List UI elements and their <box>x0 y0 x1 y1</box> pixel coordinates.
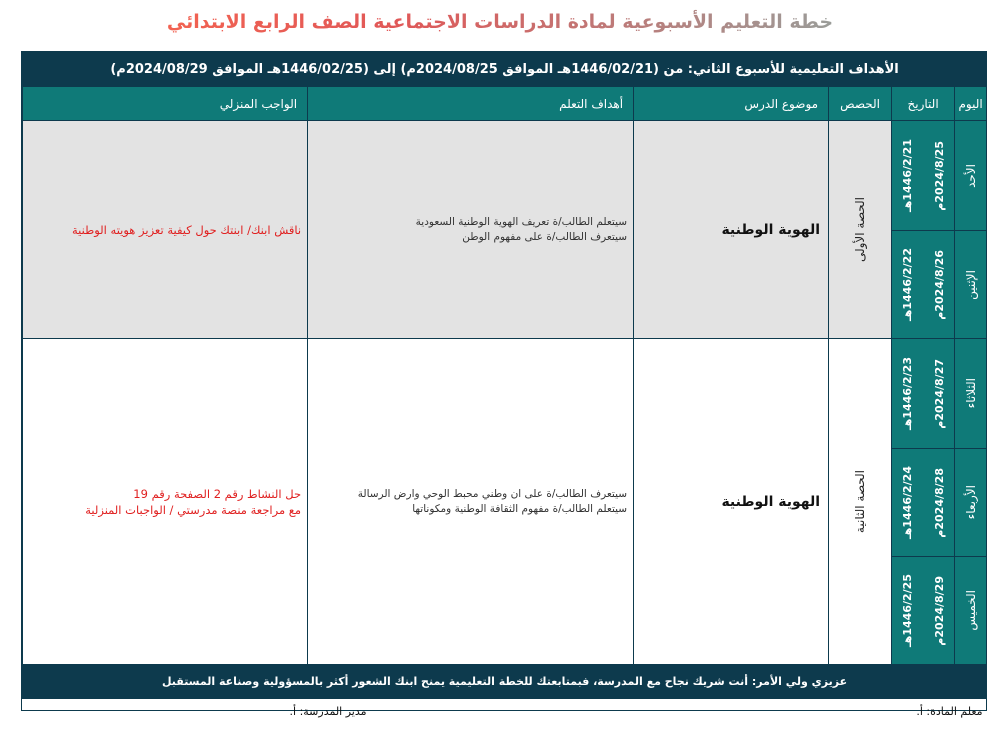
date-cell <box>892 339 955 449</box>
homework-line: مع مراجعة منصة مدرستي / الواجبات المنزلية <box>85 502 302 517</box>
gregorian-date: 2024/8/29م <box>932 575 946 646</box>
hijri-date: 1446/2/23هـ <box>900 356 914 430</box>
day-cell <box>955 449 987 557</box>
header-period: الحصص <box>829 87 892 121</box>
objective-line: سيتعرف الطالب/ة على ان وطني محبط الوحي وارض الرسالة <box>357 487 628 500</box>
day-label: الأحد <box>963 163 978 188</box>
topic-cell: الهوية الوطنية <box>634 339 829 665</box>
day-label: الخميس <box>963 590 978 631</box>
principal-signature: مدير المدرسة: أ. <box>289 705 367 719</box>
gregorian-date: 2024/8/25م <box>932 140 946 211</box>
header-topic: موضوع الدرس <box>634 87 829 121</box>
date-cell <box>892 557 955 665</box>
hijri-date: 1446/2/21هـ <box>900 138 914 212</box>
objective-line: سيتعلم الطالب/ة تعريف الهوية الوطنية السعودية <box>415 215 628 228</box>
hijri-date: 1446/2/25هـ <box>900 573 914 647</box>
table-header-row <box>23 87 987 121</box>
table-row <box>23 121 987 231</box>
period-cell <box>829 121 892 339</box>
week-banner: الأهداف التعليمية للأسبوع الثاني: من (1446/02/21هـ الموافق 2024/08/25م) إلى (1446/02/25هـ الموافق 2024/08/29م) <box>23 53 987 87</box>
objectives-cell <box>308 121 634 339</box>
weekly-plan-table <box>21 51 987 719</box>
hijri-date: 1446/2/22هـ <box>900 247 914 321</box>
homework-line: ناقش ابنك/ ابنتك حول كيفية تعزيز هويته الوطنية <box>71 222 302 237</box>
date-cell <box>892 231 955 339</box>
homework-line: حل النشاط رقم 2 الصفحة رقم 19 <box>133 486 302 501</box>
homework-cell <box>23 339 308 665</box>
date-cell <box>892 449 955 557</box>
day-cell <box>955 121 987 231</box>
day-label: الثلاثاء <box>963 378 978 409</box>
gregorian-date: 2024/8/26م <box>932 249 946 320</box>
objective-line: سيتعرف الطالب/ة على مفهوم الوطن <box>462 230 628 243</box>
signature-row <box>23 699 987 725</box>
page-title: خطة التعليم الأسبوعية لمادة الدراسات الاجتماعية الصف الرابع الابتدائي <box>0 8 1000 36</box>
period-label: الحصة الأولى <box>853 196 868 263</box>
topic-cell: الهوية الوطنية <box>634 121 829 339</box>
header-homework: الواجب المنزلي <box>23 87 308 121</box>
period-cell <box>829 339 892 665</box>
table-row <box>23 339 987 449</box>
homework-cell <box>23 121 308 339</box>
objective-line: سيتعلم الطالب/ة مفهوم الثقافة الوطنية ومكوناتها <box>412 502 628 515</box>
teacher-signature: معلم المادة: أ. <box>916 705 983 719</box>
day-label: الإثنين <box>963 269 978 300</box>
period-label: الحصة الثانية <box>853 469 868 534</box>
parent-note-footer: عزيزي ولي الأمر: أنت شريك نجاح مع المدرسة، فبمتابعتك للخطة التعليمية يمنح ابنك الشعور أكثر بالمسؤولية وصناعة المستقبل <box>23 665 987 699</box>
gregorian-date: 2024/8/28م <box>932 467 946 538</box>
day-label: الأربعاء <box>963 485 978 520</box>
day-cell <box>955 557 987 665</box>
header-date: التاريخ <box>892 87 955 121</box>
header-day: اليوم <box>955 87 987 121</box>
hijri-date: 1446/2/24هـ <box>900 465 914 539</box>
header-objectives: أهداف التعلم <box>308 87 634 121</box>
gregorian-date: 2024/8/27م <box>932 358 946 429</box>
day-cell <box>955 231 987 339</box>
day-cell <box>955 339 987 449</box>
date-cell <box>892 121 955 231</box>
objectives-cell <box>308 339 634 665</box>
